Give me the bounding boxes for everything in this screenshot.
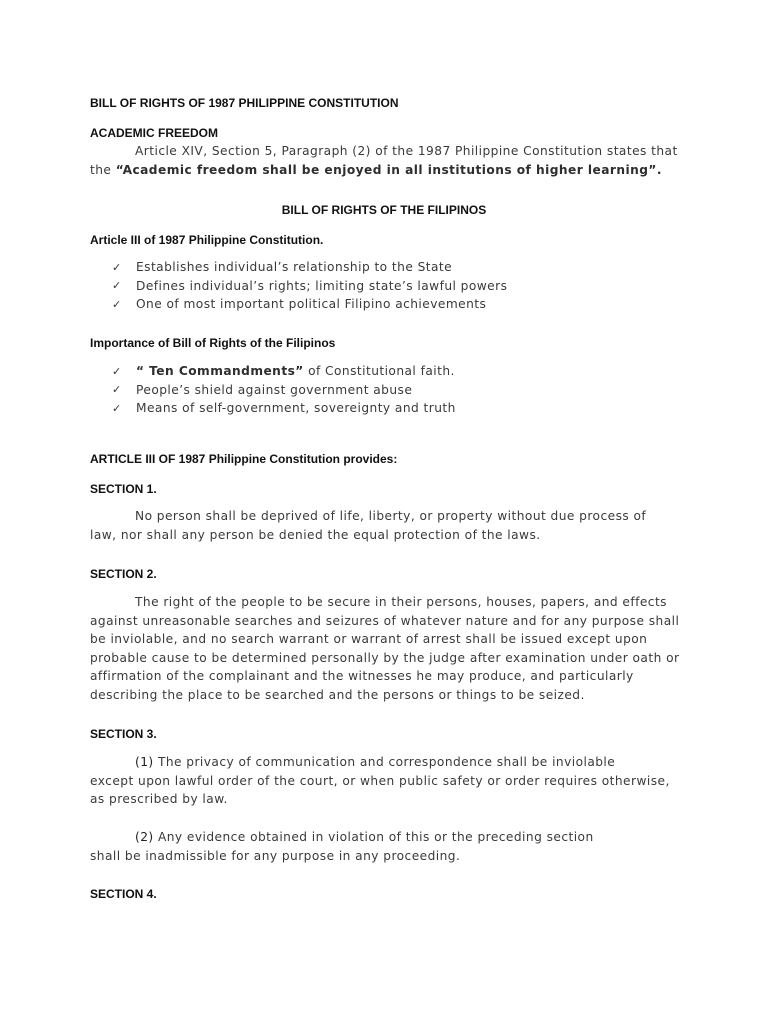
- paragraph-number: (1): [135, 755, 154, 769]
- list-item-text: Means of self-government, sovereignty and truth: [136, 401, 456, 416]
- article-iii-heading: Article III of 1987 Philippine Constitution.: [90, 233, 324, 247]
- paragraph-line: against unreasonable searches and seizures of whatever nature and for any purpose shall: [90, 613, 680, 628]
- importance-heading: Importance of Bill of Rights of the Filipinos: [90, 336, 336, 350]
- list-item: [112, 295, 507, 314]
- academic-freedom-quote: “Academic freedom shall be enjoyed in all institutions of higher learning”: [115, 162, 657, 177]
- importance-list: [112, 362, 456, 418]
- section-3-paragraph-2: [90, 828, 690, 865]
- list-item: [112, 277, 507, 296]
- paragraph-text: The privacy of communication and correspondence shall be inviolable: [153, 755, 616, 769]
- document-title: BILL OF RIGHTS OF 1987 PHILIPPINE CONSTITUTION: [90, 96, 399, 110]
- paragraph-line: law, nor shall any person be denied the equal protection of the laws.: [90, 527, 541, 542]
- paragraph-line: as prescribed by law.: [90, 792, 228, 807]
- check-icon: ✓: [112, 401, 122, 415]
- paragraph-line: [90, 753, 690, 772]
- quote-suffix: .: [656, 162, 662, 177]
- ten-commandments-text: “ Ten Commandments”: [136, 364, 304, 379]
- paragraph-line: shall be inadmissible for any purpose in any proceeding.: [90, 848, 461, 863]
- bill-of-rights-title: BILL OF RIGHTS OF THE FILIPINOS: [281, 203, 487, 217]
- list-item: [112, 381, 456, 400]
- paragraph-line: The right of the people to be secure in their persons, houses, papers, and effects: [135, 595, 667, 609]
- list-item-rest: of Constitutional faith.: [303, 364, 455, 379]
- check-icon: ✓: [112, 383, 122, 397]
- list-item: [112, 258, 507, 277]
- paragraph-line: Article XIV, Section 5, Paragraph (2) of the 1987 Philippine Constitution states that: [135, 144, 678, 158]
- list-item: [112, 399, 456, 418]
- section-2-paragraph: [90, 593, 690, 705]
- academic-freedom-heading: ACADEMIC FREEDOM: [90, 126, 218, 140]
- check-icon: ✓: [112, 260, 122, 274]
- list-item-text: One of most important political Filipino achievements: [136, 297, 487, 312]
- section-2-heading: SECTION 2.: [90, 567, 157, 581]
- list-item-text: Defines individual’s rights; limiting state’s lawful powers: [136, 278, 508, 293]
- section-4-heading: SECTION 4.: [90, 887, 157, 901]
- academic-freedom-paragraph: [90, 142, 690, 179]
- quote-prefix: the: [90, 162, 116, 177]
- article-iii-list: [112, 258, 507, 314]
- section-1-heading: SECTION 1.: [90, 482, 157, 496]
- check-icon: ✓: [112, 297, 122, 311]
- paragraph-line: [90, 828, 690, 847]
- paragraph-number: (2): [135, 830, 154, 844]
- paragraph-line: affirmation of the complainant and the witnesses he may produce, and particularly: [90, 669, 634, 684]
- paragraph-text: Any evidence obtained in violation of this or the preceding section: [153, 830, 594, 844]
- list-item-text: People’s shield against government abuse: [136, 382, 413, 397]
- section-3-paragraph-1: [90, 753, 690, 809]
- paragraph-line: be inviolable, and no search warrant or warrant of arrest shall be issued except upon: [90, 632, 648, 647]
- section-1-paragraph: [90, 507, 690, 544]
- paragraph-line: probable cause to be determined personally by the judge after examination under oath or: [90, 650, 680, 665]
- list-item: [112, 362, 456, 381]
- list-item-text: Establishes individual’s relationship to the State: [136, 260, 453, 275]
- paragraph-line: [90, 161, 690, 180]
- paragraph-line: No person shall be deprived of life, liberty, or property without due process of: [135, 509, 647, 523]
- section-3-heading: SECTION 3.: [90, 727, 157, 741]
- paragraph-line: except upon lawful order of the court, or when public safety or order requires otherwise,: [90, 773, 670, 788]
- check-icon: ✓: [112, 364, 122, 378]
- paragraph-line: describing the place to be searched and the persons or things to be seized.: [90, 687, 585, 702]
- list-item-text: [136, 364, 455, 378]
- provides-heading: ARTICLE III OF 1987 Philippine Constitution provides:: [90, 452, 398, 466]
- check-icon: ✓: [112, 279, 122, 293]
